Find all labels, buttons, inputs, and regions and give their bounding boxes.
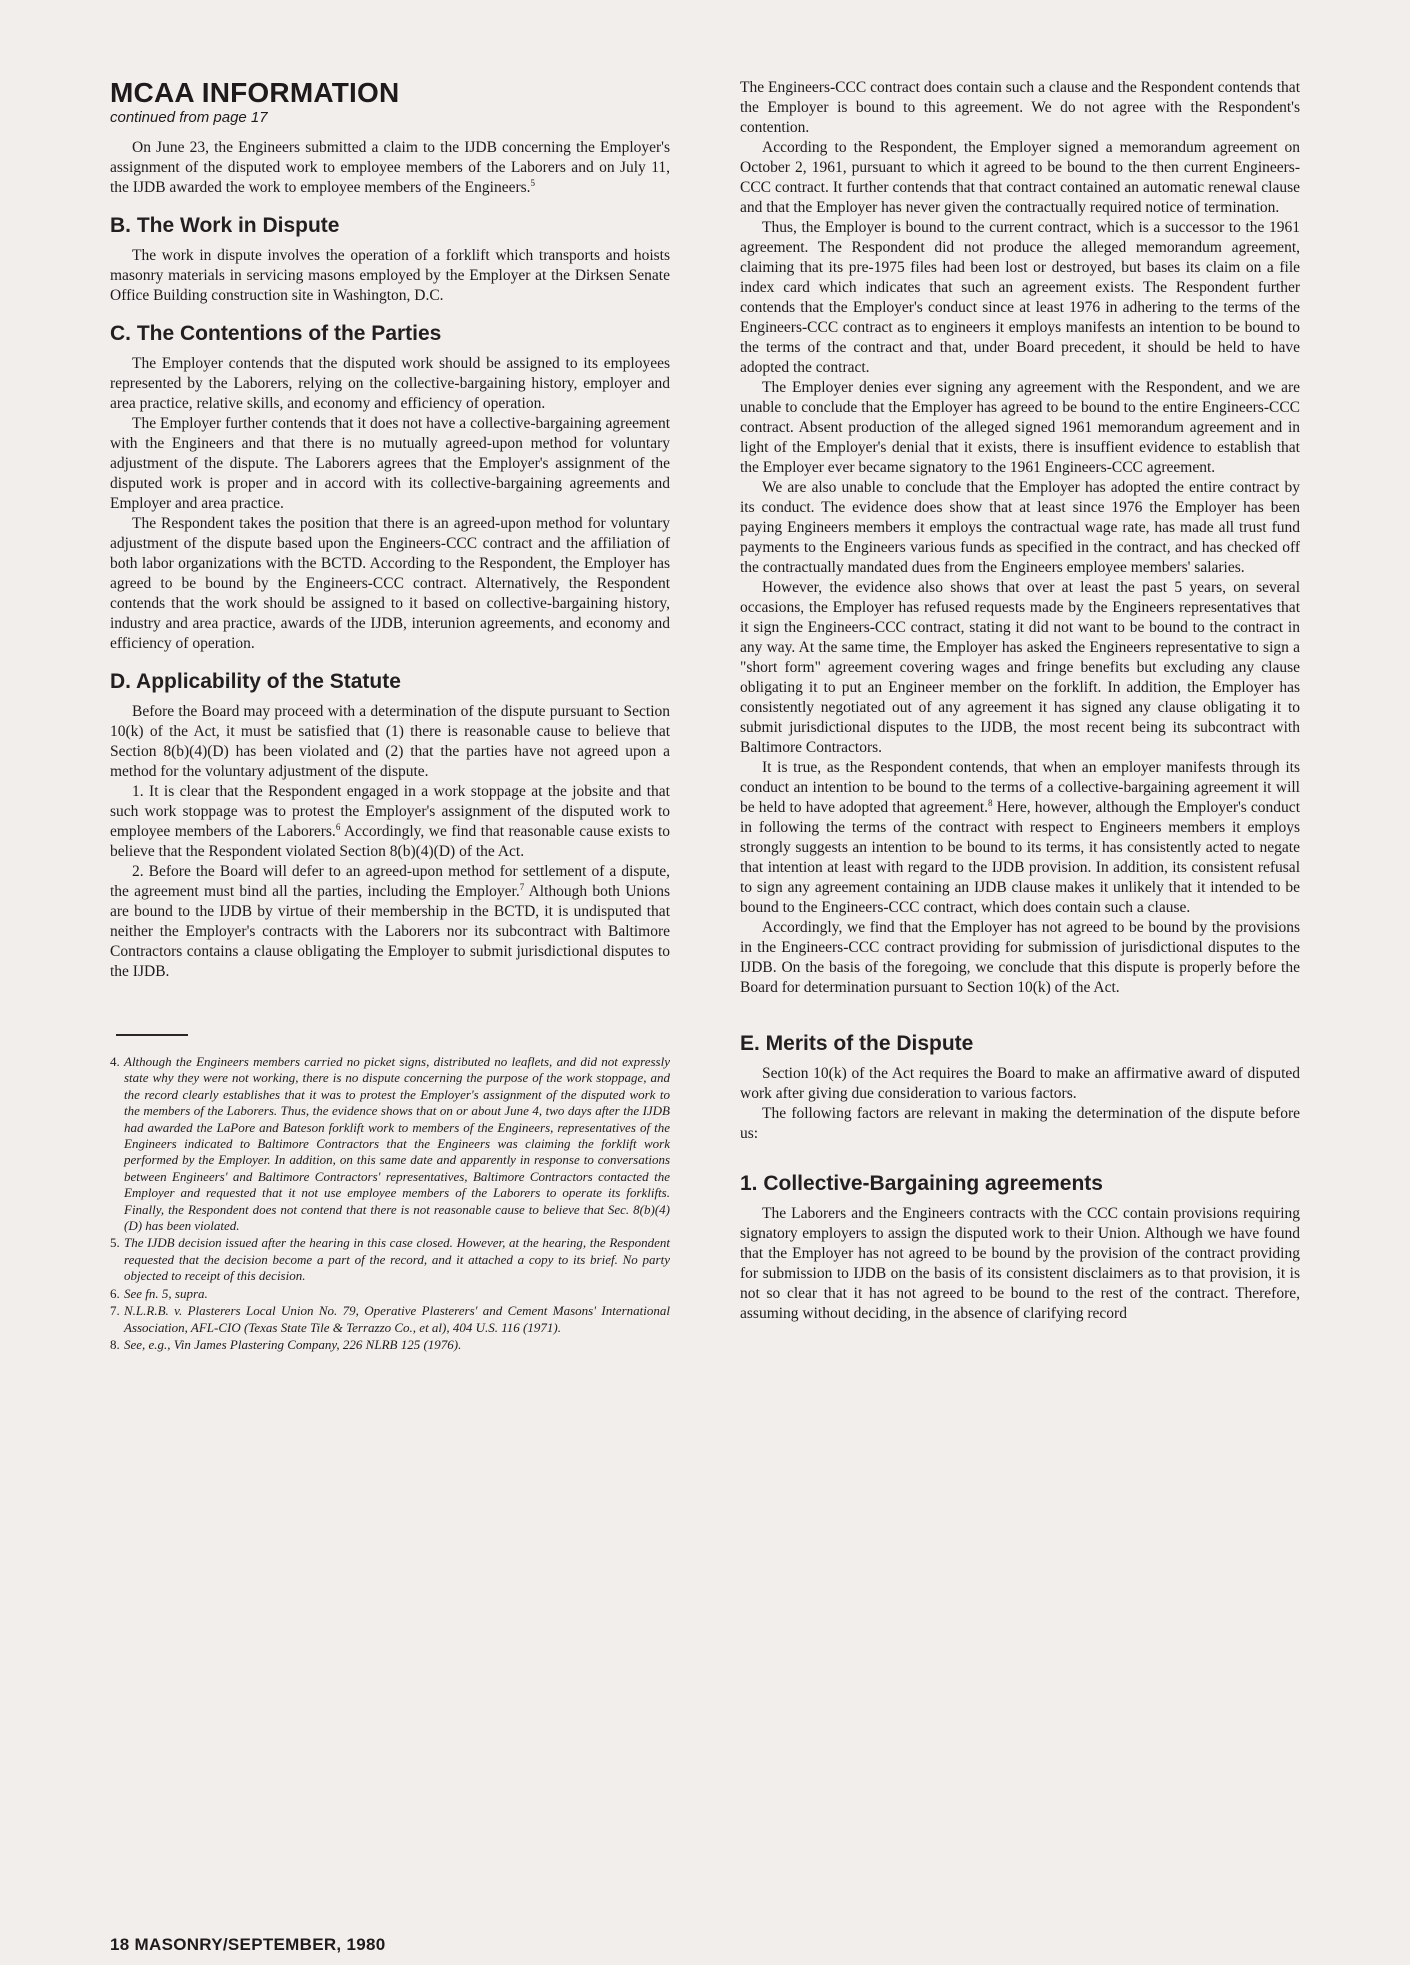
paragraph: The Laborers and the Engineers contracts with the CCC contain provisions requiring signatory employers to assign the disputed work to their Union. Although we have found that the Employer has not agreed to be bound by the provision of the contract providing for submission to IJDB on the basis of its consistent disclaimers as to that provision, it is not so clear that it has not agreed to be bound to the rest of the contract. Therefore, assuming without deciding, in the absence of clarifying record — [740, 1205, 1300, 1322]
paragraph: The Engineers-CCC contract does contain such a clause and the Respondent contends that the Employer is bound to this agreement. We do not agree with the Respondent's contention. — [740, 79, 1300, 136]
paragraph: Section 10(k) of the Act requires the Board to make an affirmative award of disputed work after giving due consideration to various factors. — [740, 1065, 1300, 1102]
paragraph: Accordingly, we find that the Employer has not agreed to be bound by the provisions in the Engineers-CCC contract providing for submission of jurisdictional disputes to the IJDB. On the basis of the foregoing, we conclude that this dispute is properly before the Board for determination pursuant to Section 10(k) of the Act. — [740, 919, 1300, 996]
footnote: 4. Although the Engineers members carried no picket signs, distributed no leaflets, and did not expressly state why they were not working, there is no dispute concerning the purpose of the work stoppage, and the record clearly establishes that it was to protest the Employer's assignment of the disputed work to the members of the Laborers. Thus, the evidence shows that on or about June 4, two days after the IJDB had awarded the LaPore and Bateson forklift work to members of the Engineers, representatives of the Engineers indicated to Baltimore Contractors that the Engineers was claiming the forklift work performed by the Employer. In addition, on this same date and apparently in response to conversations between Engineers' and Baltimore Contractors' representatives, Baltimore Contractors contacted the Employer and requested that it not use employee members of the Laborers to operate its forklifts. Finally, the Respondent does not contend that there is not reasonable cause to believe that Sec. 8(b)(4)(D) has been violated. — [110, 1054, 670, 1234]
footnotes — [110, 1054, 670, 1353]
section-title: MCAA INFORMATION — [110, 77, 400, 108]
continued-note: continued from page 17 — [110, 109, 268, 126]
footnote: 5. The IJDB decision issued after the hearing in this case closed. However, at the hearing, the Respondent requested that the decision become a part of the record, and it attached a copy to its brief. No party objected to receipt of this decision. — [110, 1235, 670, 1284]
paragraph: Before the Board may proceed with a determination of the dispute pursuant to Section 10(k) of the Act, it must be satisfied that (1) there is reasonable cause to believe that Section 8(b)(4)(D) has been violated and (2) that the parties have not agreed upon a method for the voluntary adjustment of the dispute. — [110, 703, 670, 780]
paragraph: According to the Respondent, the Employer signed a memorandum agreement on October 2, 1961, pursuant to which it agreed to be bound to the then current Engineers-CCC contract. It further contends that that contract contained an automatic renewal clause and that the Employer has never given the contractually required notice of termination. — [740, 139, 1300, 216]
footnote-divider — [116, 1034, 188, 1036]
heading-merits: E. Merits of the Dispute — [740, 1032, 974, 1055]
footnote-ref: 8 — [988, 797, 993, 808]
heading-work-in-dispute: B. The Work in Dispute — [110, 214, 340, 237]
intro-paragraph: On June 23, the Engineers submitted a claim to the IJDB concerning the Employer's assignment of the disputed work to employee members of the Laborers and on July 11, the IJDB awarded the work to employee members of the Engineers.$^5$ — [110, 139, 670, 196]
heading-applicability: D. Applicability of the Statute — [110, 670, 401, 693]
paragraph: 2. Before the Board will defer to an agreed-upon method for settlement of a dispute, the agreement must bind all the parties, including the Employer.$^7$ Although both Unions are bound to the IJDB by virtue of their membership in the BCTD, it is undisputed that neither the Employer's contracts with the Laborers nor its subcontract with Baltimore Contractors contains a clause obligating the Employer to submit jurisdictional disputes to the IJDB. — [110, 863, 670, 980]
footnote-ref: 5 — [530, 177, 536, 188]
right-column — [740, 78, 1300, 1324]
paragraph: It is true, as the Respondent contends, that when an employer manifests through its conduct an intention to be bound to the terms of a collective-bargaining agreement it will be held to have adopted that agreement.$^8$ Here, however, although the Employer's conduct in following the terms of the contract with respect to Engineers members it employs strongly suggests an intention to be bound to its terms, it has consistently acted to negate that intention at least with regard to the IJDB provision. In addition, its consistent refusal to sign any agreement containing an IJDB clause makes it unlikely that it intended to be bound to the Engineers-CCC contract, which does contain such a clause. — [740, 759, 1300, 916]
footnote: 6. See fn. 5, supra. — [110, 1285, 208, 1301]
paragraph: 1. It is clear that the Respondent engaged in a work stoppage at the jobsite and that such work stoppage was to protest the Employer's assignment of the disputed work to employee members of the Laborers.$^6$ Accordingly, we find that reasonable cause exists to believe that the Respondent violated Section 8(b)(4)(D) of the Act. — [110, 783, 671, 860]
paragraph: The Respondent takes the position that there is an agreed-upon method for voluntary adjustment of the dispute based upon the Engineers-CCC contract and the affiliation of both labor organizations with the BCTD. According to the Respondent, the Employer has agreed to be bound by the Engineers-CCC contract. Alternatively, the Respondent contends that the work should be assigned to it based on collective-bargaining history, industry and area practice, awards of the IJDB, interunion agreements, and economy and efficiency of operation. — [110, 515, 670, 652]
page-footer: 18 MASONRY/SEPTEMBER, 1980 — [110, 1935, 386, 1954]
paragraph: The following factors are relevant in making the determination of the dispute before us: — [740, 1105, 1300, 1142]
paragraph: The Employer further contends that it does not have a collective-bargaining agreement with the Engineers and that there is no mutually agreed-upon method for voluntary adjustment of the dispute. The Laborers agrees that the Employer's assignment of the disputed work is proper and in accord with its collective-bargaining agreements and Employer and area practice. — [110, 415, 670, 512]
paragraph: The work in dispute involves the operation of a forklift which transports and hoists masonry materials in servicing masons employed by the Employer at the Dirksen Senate Office Building construction site in Washington, D.C. — [110, 247, 670, 304]
paragraph: We are also unable to conclude that the Employer has adopted the entire contract by its conduct. The evidence does show that at least since 1976 the Employer has been paying Engineers members it employs the contractual wage rate, has made all trust fund payments to the Engineers various funds as specified in the contract, and has checked off the contractually mandated dues from the Engineers employee members' salaries. — [740, 479, 1300, 576]
paragraph: However, the evidence also shows that over at least the past 5 years, on several occasions, the Employer has refused requests made by the Engineers representatives that it sign the Engineers-CCC contract, stating it did not want to be bound to the contract in any way. At the same time, the Employer has asked the Engineers representative to sign a "short form" agreement covering wages and fringe benefits but excluding any clause obligating it to put an Engineer member on the forklift. In addition, the Employer has consistently negotiated out of any agreement it has signed any clause obligating it to submit jurisdictional disputes to the IJDB, the most recent being its subcontract with Baltimore Contractors. — [740, 579, 1300, 756]
footnote: 7. N.L.R.B. v. Plasterers Local Union No. 79, Operative Plasterers' and Cement Masons' International Association, AFL-CIO (Texas State Tile & Terrazzo Co., et al), 404 U.S. 116 (1971). — [110, 1303, 670, 1335]
paragraph: The Employer contends that the disputed work should be assigned to its employees represented by the Laborers, relying on the collective-bargaining history, employer and area practice, relative skills, and economy and efficiency of operation. — [110, 355, 670, 412]
left-column — [110, 78, 670, 1354]
paragraph: The Employer denies ever signing any agreement with the Respondent, and we are unable to conclude that the Employer has agreed to be bound to the entire Engineers-CCC contract. Absent production of the alleged signed 1961 memorandum agreement and in light of the Employer's denial that it exists, there is insuffient evidence to establish that the Employer ever became signatory to the 1961 Engineers-CCC agreement. — [740, 379, 1300, 476]
footnote: 8. See, e.g., Vin James Plastering Company, 226 NLRB 125 (1976). — [110, 1336, 462, 1352]
paragraph: Thus, the Employer is bound to the current contract, which is a successor to the 1961 agreement. The Respondent did not produce the alleged memorandum agreement, claiming that its pre-1975 files had been lost or destroyed, but bases its claim on a file index card which indicates that such an agreement exists. The Respondent further contends that the Employer's conduct since at least 1976 in adhering to the terms of the Engineers-CCC contract as to engineers it employs manifests an intention to be bound to the terms of the contract and that, under Board precedent, it should be held to have adopted the contract. — [740, 219, 1300, 376]
footnote-ref: 7 — [519, 881, 525, 892]
heading-collective-bargaining: 1. Collective-Bargaining agreements — [740, 1172, 1103, 1195]
footnote-ref: 6 — [335, 821, 341, 832]
heading-contentions: C. The Contentions of the Parties — [110, 322, 442, 345]
